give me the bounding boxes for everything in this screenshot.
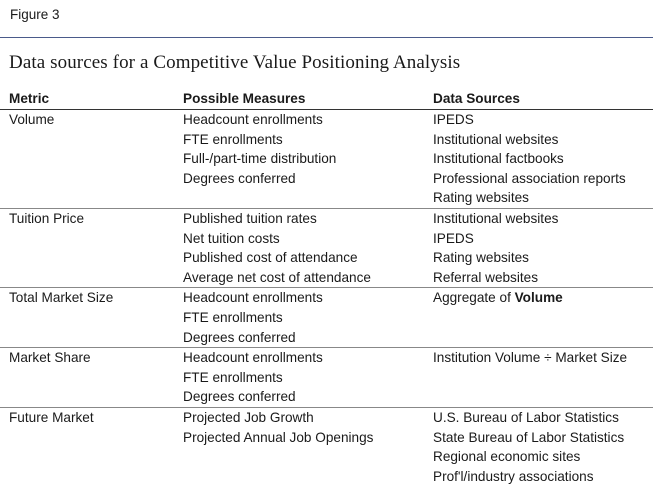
sources-cell	[433, 288, 653, 348]
metric-name: Volume	[9, 112, 55, 127]
measure-item: Degrees conferred	[183, 389, 296, 405]
measures-cell	[183, 348, 433, 408]
top-divider	[0, 37, 653, 38]
measure-item: Average net cost of attendance	[183, 269, 371, 285]
source-item: IPEDS	[433, 230, 474, 246]
metric-cell	[0, 110, 183, 209]
figure-label: Figure 3	[10, 7, 60, 22]
metric-cell	[0, 208, 183, 287]
measure-item: Projected Job Growth	[183, 409, 314, 425]
source-item	[433, 288, 653, 308]
table-row	[0, 288, 653, 348]
source-item: Institutional factbooks	[433, 151, 564, 167]
measure-item: Headcount enrollments	[183, 290, 323, 306]
sources-cell	[433, 208, 653, 287]
source-emphasis: Volume	[514, 290, 563, 306]
measure-item: FTE enrollments	[183, 131, 283, 147]
measure-item: Degrees conferred	[183, 329, 296, 345]
source-item: Institution Volume ÷ Market Size	[433, 350, 628, 366]
measure-item: FTE enrollments	[183, 369, 283, 385]
source-item: Prof'l/industry associations	[433, 468, 594, 484]
source-item: Rating websites	[433, 250, 529, 266]
sources-cell	[433, 407, 653, 486]
header-metric: Metric	[0, 88, 183, 110]
metric-cell	[0, 407, 183, 486]
measure-item: Published cost of attendance	[183, 250, 358, 266]
measures-cell	[183, 407, 433, 486]
table-row	[0, 110, 653, 209]
data-sources-table	[0, 88, 653, 486]
measures-cell	[183, 110, 433, 209]
source-item: Rating websites	[433, 190, 529, 206]
header-possible-measures: Possible Measures	[183, 88, 433, 110]
table-title: Data sources for a Competitive Value Positioning Analysis	[9, 52, 461, 73]
measure-item: Full-/part-time distribution	[183, 151, 337, 167]
metric-name: Tuition Price	[9, 210, 85, 226]
header-data-sources: Data Sources	[433, 88, 653, 110]
source-item: Institutional websites	[433, 131, 559, 147]
source-item: IPEDS	[433, 112, 474, 127]
measure-item: FTE enrollments	[183, 309, 283, 325]
source-item: Regional economic sites	[433, 449, 581, 465]
sources-cell	[433, 348, 653, 408]
measures-cell	[183, 208, 433, 287]
metric-name: Total Market Size	[9, 290, 114, 306]
table-row	[0, 407, 653, 486]
measure-item: Projected Annual Job Openings	[183, 429, 374, 445]
measure-item: Headcount enrollments	[183, 350, 323, 366]
table-row	[0, 348, 653, 408]
source-item: Professional association reports	[433, 170, 626, 186]
source-item: U.S. Bureau of Labor Statistics	[433, 409, 619, 425]
source-item: State Bureau of Labor Statistics	[433, 429, 625, 445]
metric-name: Future Market	[9, 409, 94, 425]
metric-cell	[0, 348, 183, 408]
source-item: Institutional websites	[433, 210, 559, 226]
table-body	[0, 110, 653, 487]
measure-item: Degrees conferred	[183, 170, 296, 186]
source-prefix: Aggregate of	[433, 290, 515, 306]
measure-item: Net tuition costs	[183, 230, 280, 246]
metric-name: Market Share	[9, 350, 91, 366]
table-row	[0, 208, 653, 287]
header-row	[0, 88, 653, 110]
measure-item: Headcount enrollments	[183, 112, 323, 127]
measures-cell	[183, 288, 433, 348]
source-item: Referral websites	[433, 269, 539, 285]
sources-cell	[433, 110, 653, 209]
metric-cell	[0, 288, 183, 348]
measure-item: Published tuition rates	[183, 210, 317, 226]
